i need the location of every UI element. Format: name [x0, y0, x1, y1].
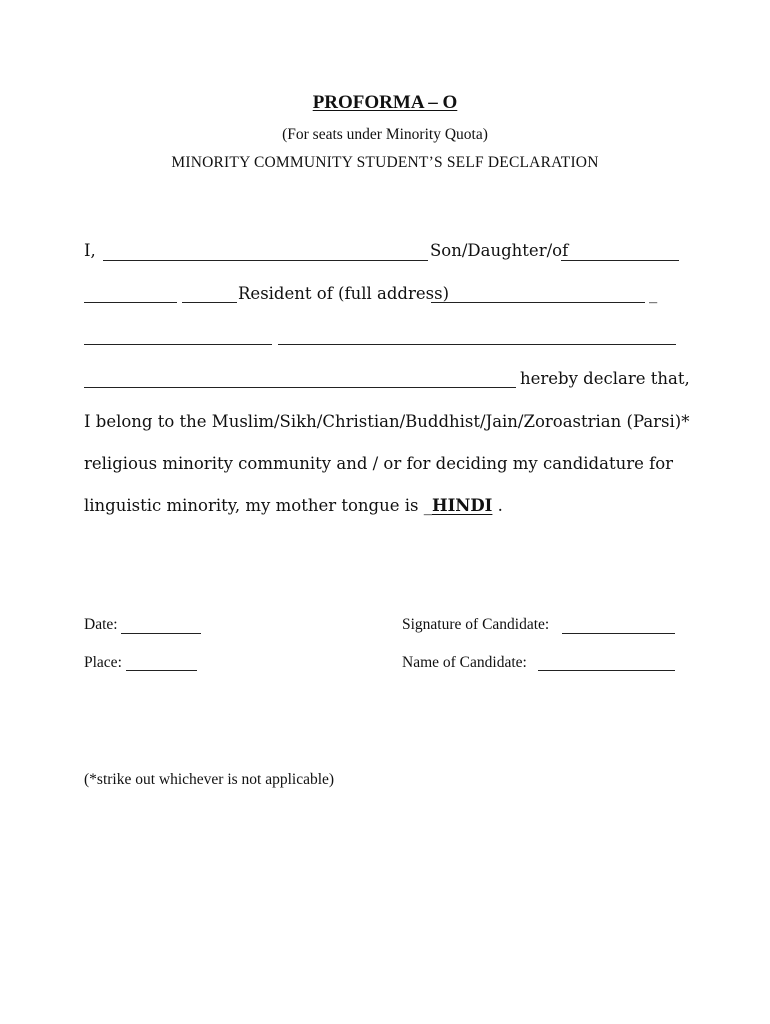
candidate-name-field[interactable]	[538, 670, 675, 671]
signature-field[interactable]	[562, 633, 675, 634]
address-blank-3[interactable]	[278, 344, 676, 345]
address-blank-4[interactable]	[84, 387, 516, 388]
mother-tongue-suffix: .	[492, 496, 503, 515]
address-dash: _	[649, 284, 658, 303]
religion-statement: I belong to the Muslim/Sikh/Christian/Buddhist/Jain/Zoroastrian (Parsi)*	[84, 412, 690, 431]
page-title: PROFORMA – O	[312, 92, 458, 113]
parent-name-blank-continued[interactable]	[84, 302, 177, 303]
declaration-heading: MINORITY COMMUNITY STUDENT’S SELF DECLARATION	[171, 154, 599, 171]
mother-tongue-value[interactable]: HINDI	[431, 496, 493, 515]
declaration-prefix: I,	[84, 241, 96, 260]
mother-tongue-prefix: linguistic minority, my mother tongue is _	[84, 496, 432, 515]
parent-name-blank[interactable]	[561, 260, 679, 261]
mother-tongue-statement	[84, 495, 503, 517]
footnote: (*strike out whichever is not applicable)	[84, 771, 335, 788]
date-field[interactable]	[121, 633, 201, 634]
son-daughter-of-label: Son/Daughter/of	[430, 241, 569, 260]
signature-label: Signature of Candidate:	[402, 616, 550, 633]
page-subtitle: (For seats under Minority Quota)	[282, 126, 488, 143]
date-label: Date:	[84, 616, 118, 633]
hereby-declare-text: hereby declare that,	[520, 369, 690, 388]
community-statement: religious minority community and / or for deciding my candidature for	[84, 454, 674, 473]
candidate-name-label: Name of Candidate:	[402, 654, 527, 671]
place-field[interactable]	[126, 670, 197, 671]
place-label: Place:	[84, 654, 122, 671]
resident-of-label: Resident of (full address)	[238, 284, 450, 303]
name-blank[interactable]	[103, 260, 428, 261]
address-blank-1[interactable]	[431, 302, 645, 303]
address-blank-2[interactable]	[84, 344, 272, 345]
parent-name-blank-continued-2[interactable]	[182, 302, 237, 303]
